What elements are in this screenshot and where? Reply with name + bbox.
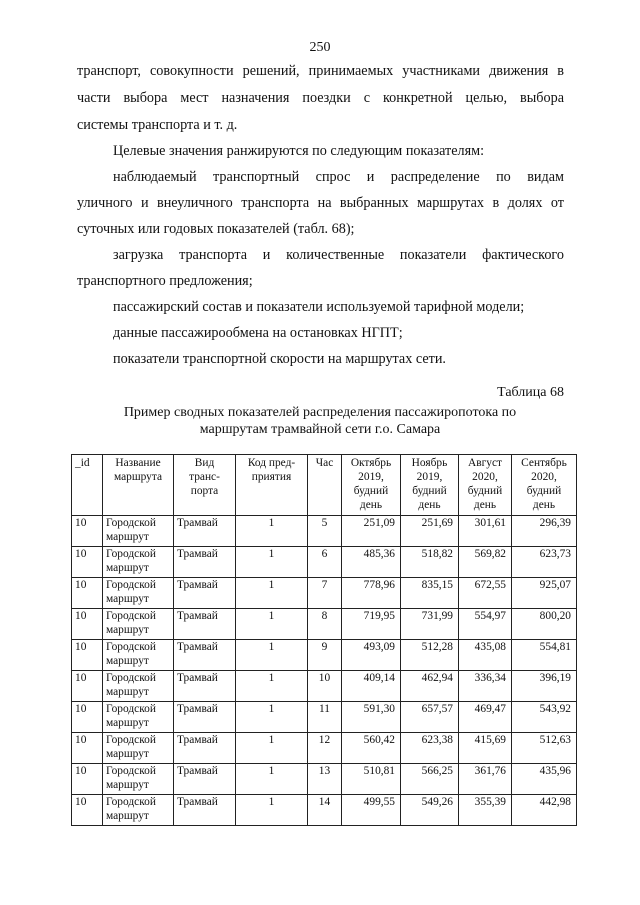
table-row: [72, 795, 577, 826]
header-text: Ноябрь: [411, 457, 448, 469]
header-nov-2019: [401, 455, 459, 516]
cell-text-line: маршрут: [106, 562, 149, 574]
cell-enterprise-code: 1: [236, 609, 308, 640]
cell-transport-type: Трамвай: [174, 640, 236, 671]
header-oct-2019: [342, 455, 401, 516]
cell-sep-2020: 925,07: [512, 578, 577, 609]
header-text: 2019,: [358, 471, 384, 483]
header-text: будний: [526, 485, 562, 497]
cell-text-line: маршрут: [106, 810, 149, 822]
header-id: [72, 455, 103, 516]
table-row: [72, 609, 577, 640]
header-text: Название: [115, 457, 161, 469]
cell-text-line: Городской: [106, 796, 156, 808]
header-text: день: [532, 499, 556, 511]
cell-route-name: [103, 516, 174, 547]
cell-oct-2019: 499,55: [342, 795, 401, 826]
cell-enterprise-code: 1: [236, 640, 308, 671]
cell-oct-2019: 719,95: [342, 609, 401, 640]
header-text: будний: [467, 485, 503, 497]
cell-transport-type: Трамвай: [174, 547, 236, 578]
cell-text-line: Городской: [106, 641, 156, 653]
cell-sep-2020: 623,73: [512, 547, 577, 578]
cell-enterprise-code: 1: [236, 702, 308, 733]
cell-id: 10: [72, 733, 103, 764]
cell-text-line: Городской: [106, 548, 156, 560]
table-row: [72, 671, 577, 702]
text-line: показатели транспортной скорости на маршрутах сети.: [113, 351, 446, 367]
cell-text-line: Городской: [106, 765, 156, 777]
cell-text-line: Городской: [106, 610, 156, 622]
header-text: день: [359, 499, 383, 511]
cell-oct-2019: 560,42: [342, 733, 401, 764]
cell-sep-2020: 554,81: [512, 640, 577, 671]
cell-oct-2019: 493,09: [342, 640, 401, 671]
cell-sep-2020: 800,20: [512, 609, 577, 640]
cell-route-name: [103, 640, 174, 671]
header-hour: [308, 455, 342, 516]
cell-route-name: [103, 609, 174, 640]
cell-id: 10: [72, 640, 103, 671]
cell-text-line: маршрут: [106, 686, 149, 698]
cell-route-name: [103, 764, 174, 795]
table-label: Таблица 68: [497, 385, 564, 400]
cell-aug-2020: 361,76: [459, 764, 512, 795]
header-text: Сентябрь: [521, 457, 567, 469]
cell-sep-2020: 296,39: [512, 516, 577, 547]
cell-nov-2019: 251,69: [401, 516, 459, 547]
text-line: части выбора мест назначения поездки с конкретной целью, выбора: [77, 90, 564, 106]
cell-hour: 7: [308, 578, 342, 609]
header-text: Вид: [194, 457, 215, 469]
cell-sep-2020: 396,19: [512, 671, 577, 702]
header-transport-type: [174, 455, 236, 516]
cell-oct-2019: 778,96: [342, 578, 401, 609]
cell-nov-2019: 835,15: [401, 578, 459, 609]
cell-hour: 10: [308, 671, 342, 702]
cell-hour: 9: [308, 640, 342, 671]
cell-route-name: [103, 733, 174, 764]
cell-hour: 12: [308, 733, 342, 764]
cell-text-line: маршрут: [106, 779, 149, 791]
header-text: Код пред-: [247, 457, 296, 469]
page-number: 250: [309, 40, 331, 55]
cell-aug-2020: 355,39: [459, 795, 512, 826]
cell-enterprise-code: 1: [236, 795, 308, 826]
cell-sep-2020: 435,96: [512, 764, 577, 795]
cell-text-line: Городской: [106, 517, 156, 529]
cell-oct-2019: 591,30: [342, 702, 401, 733]
header-text: день: [473, 499, 497, 511]
cell-text-line: маршрут: [106, 717, 149, 729]
cell-route-name: [103, 578, 174, 609]
header-text: транс-: [189, 471, 220, 483]
cell-enterprise-code: 1: [236, 516, 308, 547]
cell-sep-2020: 512,63: [512, 733, 577, 764]
cell-id: 10: [72, 609, 103, 640]
table-title: [0, 404, 640, 438]
text-line: загрузка транспорта и количественные показатели фактического: [113, 247, 564, 263]
header-text: приятия: [251, 471, 292, 483]
header-text: будний: [353, 485, 389, 497]
cell-transport-type: Трамвай: [174, 578, 236, 609]
cell-text-line: маршрут: [106, 593, 149, 605]
header-text: Октябрь: [350, 457, 392, 469]
cell-text-line: Городской: [106, 579, 156, 591]
cell-text-line: маршрут: [106, 531, 149, 543]
cell-enterprise-code: 1: [236, 764, 308, 795]
table-body: [72, 516, 577, 826]
cell-sep-2020: 543,92: [512, 702, 577, 733]
cell-nov-2019: 549,26: [401, 795, 459, 826]
header-text: 2020,: [472, 471, 498, 483]
cell-id: 10: [72, 516, 103, 547]
table-title-line: Пример сводных показателей распределения пассажиропотока по: [123, 405, 517, 420]
cell-route-name: [103, 795, 174, 826]
table-row: [72, 733, 577, 764]
cell-route-name: [103, 671, 174, 702]
cell-oct-2019: 485,36: [342, 547, 401, 578]
header-text: _id: [75, 457, 90, 469]
text-line: наблюдаемый транспортный спрос и распределение по видам: [113, 169, 564, 185]
cell-enterprise-code: 1: [236, 733, 308, 764]
cell-transport-type: Трамвай: [174, 671, 236, 702]
cell-text-line: Городской: [106, 703, 156, 715]
cell-id: 10: [72, 795, 103, 826]
table-header-row: [72, 455, 577, 516]
cell-text-line: Городской: [106, 672, 156, 684]
header-route-name: [103, 455, 174, 516]
cell-aug-2020: 469,47: [459, 702, 512, 733]
table-row: [72, 578, 577, 609]
table-row: [72, 764, 577, 795]
cell-aug-2020: 554,97: [459, 609, 512, 640]
header-text: Август: [467, 457, 502, 469]
cell-nov-2019: 518,82: [401, 547, 459, 578]
cell-hour: 5: [308, 516, 342, 547]
cell-oct-2019: 510,81: [342, 764, 401, 795]
cell-oct-2019: 251,09: [342, 516, 401, 547]
cell-hour: 11: [308, 702, 342, 733]
table-row: [72, 640, 577, 671]
cell-aug-2020: 301,61: [459, 516, 512, 547]
cell-nov-2019: 566,25: [401, 764, 459, 795]
cell-id: 10: [72, 671, 103, 702]
cell-transport-type: Трамвай: [174, 516, 236, 547]
cell-nov-2019: 462,94: [401, 671, 459, 702]
cell-route-name: [103, 702, 174, 733]
text-line: данные пассажирообмена на остановках НГПТ;: [113, 325, 403, 341]
cell-id: 10: [72, 578, 103, 609]
cell-transport-type: Трамвай: [174, 702, 236, 733]
cell-id: 10: [72, 702, 103, 733]
header-aug-2020: [459, 455, 512, 516]
cell-nov-2019: 512,28: [401, 640, 459, 671]
header-text: будний: [412, 485, 447, 497]
cell-transport-type: Трамвай: [174, 764, 236, 795]
cell-aug-2020: 672,55: [459, 578, 512, 609]
header-text: Час: [315, 457, 334, 469]
table-row: [72, 516, 577, 547]
cell-hour: 8: [308, 609, 342, 640]
header-enterprise-code: [236, 455, 308, 516]
cell-text-line: маршрут: [106, 624, 149, 636]
cell-id: 10: [72, 547, 103, 578]
header-text: 2020,: [531, 471, 557, 483]
cell-aug-2020: 569,82: [459, 547, 512, 578]
cell-enterprise-code: 1: [236, 547, 308, 578]
cell-hour: 13: [308, 764, 342, 795]
cell-text-line: маршрут: [106, 748, 149, 760]
cell-transport-type: Трамвай: [174, 733, 236, 764]
cell-enterprise-code: 1: [236, 671, 308, 702]
cell-nov-2019: 657,57: [401, 702, 459, 733]
table-title-line: маршрутам трамвайной сети г.о. Самара: [199, 422, 441, 437]
text-line: пассажирский состав и показатели используемой тарифной модели;: [113, 299, 525, 315]
cell-enterprise-code: 1: [236, 578, 308, 609]
cell-hour: 6: [308, 547, 342, 578]
cell-oct-2019: 409,14: [342, 671, 401, 702]
text-line: суточных или годовых показателей (табл. 68);: [77, 221, 355, 237]
header-text: 2019,: [416, 471, 443, 483]
cell-text-line: Городской: [106, 734, 156, 746]
cell-aug-2020: 336,34: [459, 671, 512, 702]
cell-id: 10: [72, 764, 103, 795]
table-row: [72, 702, 577, 733]
cell-hour: 14: [308, 795, 342, 826]
cell-nov-2019: 623,38: [401, 733, 459, 764]
table-row: [72, 547, 577, 578]
cell-aug-2020: 415,69: [459, 733, 512, 764]
text-line: транспорт, совокупности решений, принимаемых участниками движения в: [77, 63, 564, 79]
cell-sep-2020: 442,98: [512, 795, 577, 826]
cell-text-line: маршрут: [106, 655, 149, 667]
cell-aug-2020: 435,08: [459, 640, 512, 671]
header-text: маршрута: [113, 471, 163, 483]
text-line: Целевые значения ранжируются по следующим показателям:: [113, 143, 485, 159]
header-sep-2020: [512, 455, 577, 516]
cell-transport-type: Трамвай: [174, 795, 236, 826]
text-line: системы транспорта и т. д.: [77, 117, 238, 133]
cell-transport-type: Трамвай: [174, 609, 236, 640]
header-text: день: [418, 499, 441, 511]
text-line: транспортного предложения;: [77, 273, 253, 289]
cell-route-name: [103, 547, 174, 578]
data-table: [71, 454, 577, 826]
header-text: порта: [190, 485, 219, 497]
text-line: уличного и внеуличного транспорта на выбранных маршрутах в долях от: [77, 195, 564, 211]
cell-nov-2019: 731,99: [401, 609, 459, 640]
